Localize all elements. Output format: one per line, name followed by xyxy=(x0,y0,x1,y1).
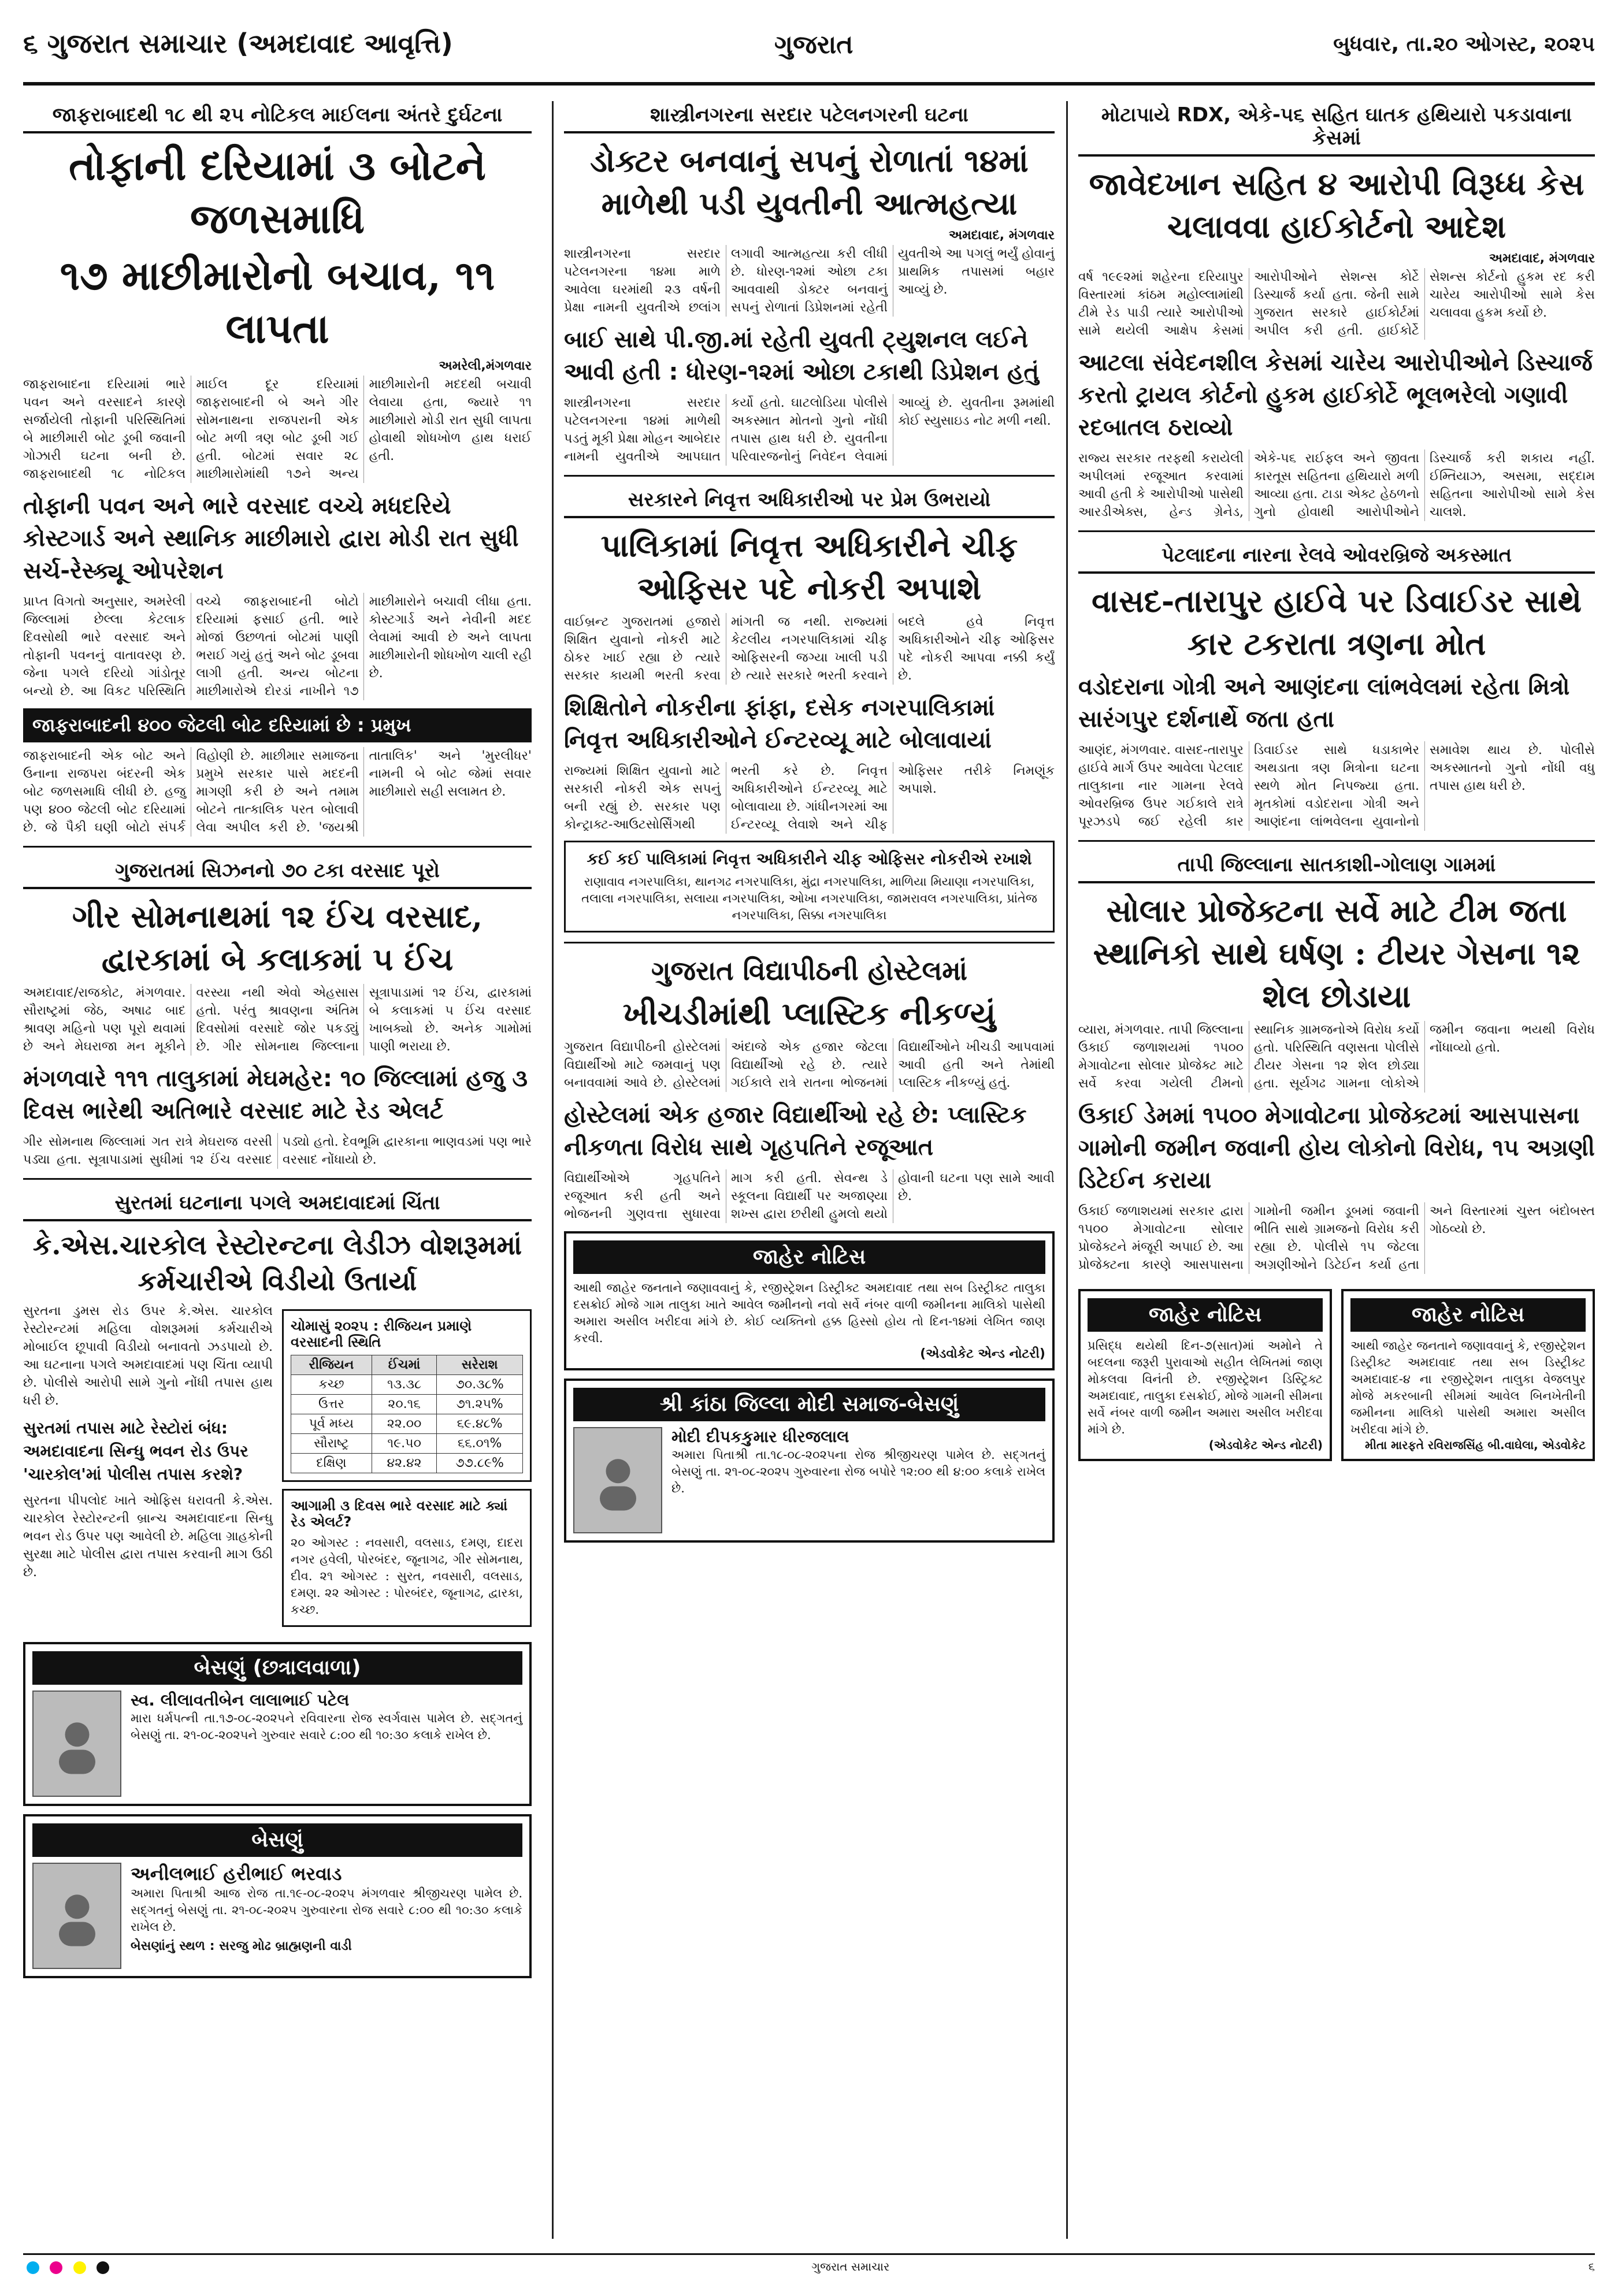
article-kicker: જાફરાબાદથી ૧૮ થી ૨૫ નોટિકલ માઈલના અંતરે દુર્ઘટના xyxy=(23,101,532,133)
obituary-text: અમારા પિતાશ્રી આજ રોજ તા.૧૯-૦૮-૨૦૨૫ મંગળવાર શ્રીજીચરણ પામેલ છે. સદ્ગતનું બેસણું તા. ૨૧-૦૮-૨૦૨૫ ગુરુવારના રોજ સવારે ૮:૦૦ થી ૧૦:૩૦ કલાકે રાખેલ છે. xyxy=(131,1886,522,1934)
article-body: સુરતના ડુમસ રોડ ઉપર કે.એસ. ચારકોલ રેસ્ટોરન્ટમાં મહિલા વોશરૂમમાં કર્મચારીએ મોબાઈલ છૂપાવી વિડીયો બનાવતો ઝડપાયો છે. આ ઘટનાના પગલે અમદાવાદમાં પણ ચિંતા વ્યાપી છે. પોલીસે આરોપી સામે ગુનો નોંધી તપાસ હાથ ધરી છે. xyxy=(23,1304,273,1408)
obituary-venue: બેસણાંનું સ્થળ : સરજુ મોઢ બ્રાહ્મણની વાડી xyxy=(131,1939,352,1953)
box-title: કઈ કઈ પાલિકામાં નિવૃત્ત અધિકારીને ચીફ ઓફિસર નોકરીએ રખાશે xyxy=(587,849,1032,868)
dateline: અમદાવાદ, મંગળવાર xyxy=(1489,251,1595,266)
table-row xyxy=(291,1395,523,1414)
divider xyxy=(1078,840,1595,842)
memorial-name: મોદી દીપકકુમાર ધીરજલાલ xyxy=(671,1427,849,1446)
obituary-text: મારા ધર્મપત્ની તા.૧૭-૦૮-૨૦૨૫ને રવિવારના રોજ સ્વર્ગવાસ પામેલ છે. સદ્ગતનું બેસણું તા. ૨૧-૦૮-૨૦૨૫ને ગુરુવાર સવારે ૮:૦૦ થી ૧૦:૩૦ કલાકે રાખેલ છે. xyxy=(131,1711,522,1742)
article-body: ગુજરાત વિદ્યાપીઠની હોસ્ટેલમાં વિદ્યાર્થીઓ માટે જમવાનું પણ બનાવવામાં આવે છે. હોસ્ટેલમાં અંદાજે એક હજાર જેટલા વિદ્યાર્થીઓ રહે છે. ત્યારે ગઈકાલે રાત્રે રાતના ભોજનમાં વિદ્યાર્થીઓને ખીચડી આપવામાં આવી હતી અને તેમાંથી પ્લાસ્ટિક નીકળ્યું હતું. xyxy=(564,1040,1055,1090)
article-body: જાફરાબાદની એક બોટ અને ઉનાના રાજપરા બંદરની એક બોટ જળસમાધિ લીધી છે. હજુ પણ ૪૦૦ જેટલી બોટ દરિયામાં છે. જે પૈકી ઘણી બોટો સંપર્ક વિહોણી છે. માછીમાર સમાજના પ્રમુખે સરકાર પાસે મદદની માગણી કરી છે અને તમામ બોટને તાત્કાલિક પરત બોલાવી લેવા અપીલ કરી છે. 'જયશ્રી તાતાલિક' અને 'મુરલીધર' નામની બે બોટ જેમાં સવાર માછીમારો સહી સલામત છે. xyxy=(23,749,532,835)
article-kicker: સરકારને નિવૃત્ત અધિકારીઓ પર પ્રેમ ઉભરાયો xyxy=(564,486,1055,518)
headline-restaurant: કે.એસ.ચારકોલ રેસ્ટોરન્ટના લેડીઝ વોશરૂમમાં કર્મચારીએ વિડીયો ઉતાર્યા xyxy=(32,1229,522,1296)
article-body: શાસ્ત્રીનગરના સરદાર પટેલનગરના ૧૪મા માળે આવેલા ઘરમાંથી ૨૩ વર્ષની પ્રેક્ષા નામની યુવતીએ છલાંગ લગાવી આત્મહત્યા કરી લીધી છે. ધોરણ-૧૨માં ઓછા ટકા આવવાથી ડોક્ટર બનવાનું સપનું રોળાતાં ડિપ્રેશનમાં રહેતી યુવતીએ આ પગલું ભર્યું હોવાનું પ્રાથમિક તપાસમાં બહાર આવ્યું છે. xyxy=(564,247,1055,315)
article-kicker: શાસ્ત્રીનગરના સરદાર પટેલનગરની ઘટના xyxy=(564,101,1055,133)
article-body: વ્યારા, મંગળવાર. તાપી જિલ્લાના ઉકાઈ જળાશયમાં ૧૫૦૦ મેગાવોટના સોલાર પ્રોજેક્ટ માટે સર્વે કરવા ગયેલી ટીમનો સ્થાનિક ગ્રામજનોએ વિરોધ કર્યો હતો. પરિસ્થિતિ વણસતા પોલીસે ટીયર ગેસના ૧૨ શેલ છોડ્યા હતા. સૂર્યગઢ ગામના લોકોએ જમીન જવાના ભયથી વિરોધ નોંધાવ્યો હતો. xyxy=(1078,1023,1595,1091)
headline-fishermen-rescue: ૧૭ માછીમારોનો બચાવ, ૧૧ લાપતા xyxy=(60,251,495,352)
table-cell: ૭૦.૩૮% xyxy=(437,1375,523,1395)
table-cell: ૭૭.૮૯% xyxy=(437,1454,523,1473)
obituary-title: બેસણું xyxy=(32,1823,522,1857)
table-cell: ૨૦.૧૬ xyxy=(372,1395,437,1414)
table-cell: કચ્છ xyxy=(291,1375,372,1395)
divider xyxy=(1078,530,1595,532)
cyan-mark-icon xyxy=(27,2261,39,2274)
memorial-text: અમારા પિતાશ્રી તા.૧૮-૦૮-૨૦૨૫ના રોજ શ્રીજીચરણ પામેલ છે. સદ્ગતનું બેસણું તા. ૨૧-૦૮-૨૦૨૫ ગુરુવારના રોજ બપોરે ૧૨:૦૦ થી ૪:૦૦ કલાકે રાખેલ છે. xyxy=(671,1448,1045,1495)
article-body: વાઈબ્રન્ટ ગુજરાતમાં હજારો શિક્ષિત યુવાનો નોકરી માટે ઠોકર ખાઈ રહ્યા છે ત્યારે સરકાર કાયમી ભરતી કરવા માંગતી જ નથી. રાજ્યમાં કેટલીય નગરપાલિકામાં ચીફ ઓફિસરની જગ્યા ખાલી પડી છે ત્યારે સરકારે ભરતી કરવાને બદલે હવે નિવૃત્ત અધિકારીઓને ચીફ ઓફિસર પદે નોકરી આપવા નક્કી કર્યું છે. xyxy=(564,615,1055,683)
notice-title: જાહેર નોટિસ xyxy=(1350,1298,1586,1332)
table-cell: ૬૯.૪૮% xyxy=(437,1414,523,1434)
magenta-mark-icon xyxy=(50,2261,62,2274)
obituary-name: અનીલભાઈ હરીભાઈ ભરવાડ xyxy=(131,1863,342,1885)
notice-title: જાહેર નોટિસ xyxy=(573,1240,1045,1274)
subheadline: તોફાની પવન અને ભારે વરસાદ વચ્ચે મધદરિયે કોસ્ટગાર્ડ અને સ્થાનિક માછીમારો દ્વારા મોડી રાત સુધી સર્ચ-રેસ્ક્યૂ ઓપરેશન xyxy=(23,493,519,584)
article-body: સુરતના પીપલોદ ખાતે ઓફિસ ધરાવતી કે.એસ. ચારકોલ રેસ્ટોરન્ટની બ્રાન્ચ અમદાવાદના સિન્ધુ ભવન રોડ ઉપર પણ આવેલી છે. મહિલા ગ્રાહકોની સુરક્ષા માટે પોલીસ દ્વારા તપાસ કરવાની માગ ઉઠી છે. xyxy=(23,1493,273,1580)
black-mark-icon xyxy=(97,2261,109,2274)
table-cell: ૭૧.૨૫% xyxy=(437,1395,523,1414)
article-body: પ્રાપ્ત વિગતો અનુસાર, અમરેલી જિલ્લામાં છેલ્લા કેટલાક દિવસોથી ભારે વરસાદ અને તોફાની પવનનું વાતાવરણ છે. જેના પગલે દરિયો ગાંડોતૂર બન્યો છે. આ વિકટ પરિસ્થિતિ વચ્ચે જાફરાબાદની બોટો દરિયામાં ફસાઈ હતી. ભારે મોજાં ઉછળતાં બોટમાં પાણી ભરાઈ ગયું હતું અને બોટ ડૂબવા લાગી હતી. અન્ય બોટના માછીમારોએ દોરડાં નાખીને ૧૭ માછીમારોને બચાવી લીધા હતા. કોસ્ટગાર્ડ અને નેવીની મદદ લેવામાં આવી છે અને લાપતા માછીમારોની શોધખોળ ચાલી રહી છે. xyxy=(23,595,532,699)
column-middle xyxy=(552,101,1055,2239)
person-icon xyxy=(47,1879,107,1952)
divider xyxy=(23,1178,532,1180)
section-band: જાફરાબાદની ૪૦૦ જેટલી બોટ દરિયામાં છે : પ્રમુખ xyxy=(23,708,532,742)
yellow-mark-icon xyxy=(73,2261,86,2274)
article-body: અમદાવાદ/રાજકોટ, મંગળવાર. સૌરાષ્ટ્રમાં જેઠ, અષાઢ બાદ શ્રાવણ મહિનો પણ પૂરો થવામાં છે અને મેઘરાજા મન મૂકીને વરસ્યા નથી એવો એહસાસ હતો. પરંતુ શ્રાવણના અંતિમ દિવસોમાં વરસાદે જોર પકડ્યું છે. ગીર સોમનાથ જિલ્લાના સૂત્રાપાડામાં ૧૨ ઈંચ, દ્વારકામાં બે કલાકમાં ૫ ઈંચ વરસાદ ખાબક્યો છે. અનેક ગામોમાં પાણી ભરાયા છે. xyxy=(23,986,532,1054)
article-body: ગીર સોમનાથ જિલ્લામાં ગત રાત્રે મેઘરાજ વરસી પડ્યા હતા. સૂત્રાપાડામાં સુધીમાં ૧૨ ઈંચ વરસાદ પડ્યો હતો. દેવભૂમિ દ્વારકાના ભાણવડમાં પણ ભારે વરસાદ નોંધાયો છે. xyxy=(23,1135,532,1167)
table-cell: ૧૯.૫૦ xyxy=(372,1434,437,1454)
rain-table xyxy=(291,1355,523,1473)
notice-text: આથી જાહેર જનતાને જણાવવાનું કે, રજીસ્ટ્રેશન ડિસ્ટ્રીક્ટ અમદાવાદ તથા સબ ડિસ્ટ્રીક્ટ અમદાવાદ-૪ ના રજીસ્ટ્રેશન તાલુકા વેજલપુર મોજે મકરબાની સીમમાં આવેલ બિનખેતીની જમીનના માલિકો પાસેથી અમારા અસીલ ખરીદવા માંગે છે. xyxy=(1350,1339,1586,1436)
rain-stats-box xyxy=(282,1309,532,1482)
subheadline: મંગળવારે ૧૧૧ તાલુકામાં મેઘમહેર: ૧૦ જિલ્લામાં હજુ ૩ દિવસ ભારેથી અતિભારે વરસાદ માટે રેડ એલર્ટ xyxy=(23,1065,528,1124)
obituary-name: સ્વ. લીલાવતીબેન લાલાભાઈ પટેલ xyxy=(131,1691,350,1710)
section-title: ગુજરાત xyxy=(774,30,853,60)
alert-title: આગામી ૩ દિવસ ભારે વરસાદ માટે ક્યાં રેડ એલર્ટ? xyxy=(291,1498,508,1530)
subheadline: ઉકાઈ ડેમમાં ૧૫૦૦ મેગાવોટના પ્રોજેક્ટમાં આસપાસના ગામોની જમીન જવાની હોય લોકોનો વિરોધ, ૧૫ અગ્રણી ડિટેઈન કરાયા xyxy=(1078,1102,1595,1194)
rain-box-title: ચોમાસું ૨૦૨૫ : રીજિયન પ્રમાણે વરસાદની સ્થિતિ xyxy=(291,1318,472,1350)
column-right xyxy=(1066,101,1595,2239)
article-body: રાજ્યમાં શિક્ષિત યુવાનો માટે સરકારી નોકરી એક સપનું બની રહ્યું છે. સરકાર પણ કોન્ટ્રાક્ટ-આઉટસોર્સિંગથી ભરતી કરે છે. નિવૃત્ત અધિકારીઓને ઈન્ટરવ્યૂ માટે બોલાવાયા છે. ગાંધીનગરમાં આ ઈન્ટરવ્યૂ લેવાશે અને ચીફ ઓફિસર તરીકે નિમણૂંક અપાશે. xyxy=(564,764,1055,832)
issue-date: બુધવાર, તા.૨૦ ઓગસ્ટ, ૨૦૨૫ xyxy=(1333,32,1595,56)
restaurant-section xyxy=(23,1302,532,1634)
masthead xyxy=(23,16,1595,86)
article-kicker: પેટલાદના નારના રેલવે ઓવરબ્રિજે અકસ્માત xyxy=(1078,541,1595,574)
headline-solar-clash: સોલાર પ્રોજેક્ટના સર્વે માટે ટીમ જતા સ્થાનિકો સાથે ઘર્ષણ : ટીયર ગેસના ૧૨ શેલ છોડાયા xyxy=(1093,892,1580,1015)
table-header: રીજિયન xyxy=(291,1355,372,1375)
article-body: રાજ્ય સરકાર તરફથી કરાયેલી અપીલમાં રજૂઆત કરવામાં આવી હતી કે આરોપીઓ પાસેથી આરડીએક્સ, હેન્ડ ગ્રેનેડ, એકે-૫૬ રાઈફલ અને જીવતા કારતૂસ સહિતના હથિયારો મળી આવ્યા હતા. ટાડા એક્ટ હેઠળનો ગુનો હોવાથી આરોપીઓને ડિસ્ચાર્જ કરી શકાય નહીં. ઈમ્તિયાઝ, અસમા, સદ્દામ સહિતના આરોપીઓ સામે કેસ ચાલશે. xyxy=(1078,451,1595,519)
registration-marks xyxy=(23,2260,113,2282)
municipalities-box xyxy=(564,841,1055,932)
subheadline: હોસ્ટેલમાં એક હજાર વિદ્યાર્થીઓ રહે છે: પ્લાસ્ટિક નીકળતા વિરોધ સાથે ગૃહપતિને રજૂઆત xyxy=(564,1102,1027,1161)
divider xyxy=(23,846,532,848)
table-cell: ૬૬.૦૧% xyxy=(437,1434,523,1454)
table-row xyxy=(291,1454,523,1473)
headline-accident: વાસદ-તારાપુર હાઈવે પર ડિવાઈડર સાથે કાર ટકરાતા ત્રણના મોત xyxy=(1092,582,1582,662)
table-cell: ૧૩.૩૮ xyxy=(372,1375,437,1395)
dateline: અમદાવાદ, મંગળવાર xyxy=(948,228,1055,243)
subheadline: વડોદરાના ગોત્રી અને આણંદના લાંભવેલમાં રહેતા મિત્રો સારંગપુર દર્શનાર્થે જતા હતા xyxy=(1078,674,1570,733)
portrait-photo xyxy=(32,1691,121,1797)
alert-text: ૨૦ ઓગસ્ટ : નવસારી, વલસાડ, દમણ, દાદરા નગર હવેલી, પોરબંદર, જૂનાગઢ, ગીર સોમનાથ, દીવ. ૨૧ ઓગસ્ટ : સુરત, નવસારી, વલસાડ, દમણ. ૨૨ ઓગસ્ટ : પોરબંદર, જૂનાગઢ, દ્વારકા, કચ્છ. xyxy=(291,1536,523,1617)
notice-title: જાહેર નોટિસ xyxy=(1088,1298,1323,1332)
memorial-title: શ્રી કાંઠા જિલ્લા મોદી સમાજ-બેસણું xyxy=(573,1388,1045,1421)
headline-boats-sink: તોફાની દરિયામાં ૩ બોટને જળસમાધિ xyxy=(69,142,486,243)
public-notice xyxy=(1341,1289,1595,1461)
footer-text: ગુજરાત સમાચાર xyxy=(811,2260,890,2273)
table-cell: દક્ષિણ xyxy=(291,1454,372,1473)
subheadline: આટલા સંવેદનશીલ કેસમાં ચારેય આરોપીઓને ડિસ્ચાર્જ કરતો ટ્રાયલ કોર્ટનો હુકમ હાઈકોર્ટે ભૂલભરેલો ગણાવી રદબાતલ ઠરાવ્યો xyxy=(1078,350,1593,441)
dateline: અમરેલી,મંગળવાર xyxy=(439,359,532,373)
headline-rdx-case: જાવેદખાન સહિત ૪ આરોપી વિરૂધ્ધ કેસ ચલાવવા હાઈકોર્ટનો આદેશ xyxy=(1089,165,1584,245)
person-icon xyxy=(588,1444,648,1517)
divider xyxy=(564,942,1055,943)
table-cell: પૂર્વ મધ્ય xyxy=(291,1414,372,1434)
table-row xyxy=(291,1434,523,1454)
notice-signer: (એડવોકેટ એન્ડ નોટરી) xyxy=(920,1347,1045,1361)
portrait-photo xyxy=(32,1863,121,1969)
article-kicker: સુરતમાં ઘટનાના પગલે અમદાવાદમાં ચિંતા xyxy=(23,1189,532,1221)
page-footer xyxy=(23,2253,1595,2282)
notice-text: આથી જાહેર જનતાને જણાવવાનું કે, રજીસ્ટ્રેશન ડિસ્ટ્રીક્ટ અમદાવાદ તથા સબ ડિસ્ટ્રીક્ટ તાલુકા દસક્રોઈ મોજે ગામ તાલુકા ખાતે આવેલ જમીનનો નવો સર્વે નંબર વાળી જમીનના માલિકો પાસેથી અમારા અસીલ ખરીદવા માંગે છે. કોઈ વ્યક્તિનો હક્ક હિસ્સો હોય તો દિન-૧૪માં લેખિત જાણ કરવી. xyxy=(573,1281,1045,1345)
table-cell: ૪૨.૪૨ xyxy=(372,1454,437,1473)
subheadline: સુરતમાં તપાસ માટે રેસ્ટોરાં બંધ: અમદાવાદના સિન્ધુ ભવન રોડ ઉપર 'ચારકોલ'માં પોલીસ તપાસ કરશે? xyxy=(23,1418,248,1484)
article-body: ઉકાઈ જળાશયમાં સરકાર દ્વારા ૧૫૦૦ મેગાવોટના સોલાર પ્રોજેક્ટને મંજૂરી અપાઈ છે. આ પ્રોજેક્ટના કારણે આસપાસના ગામોની જમીન ડૂબમાં જવાની ભીતિ સાથે ગ્રામજનો વિરોધ કરી રહ્યા છે. પોલીસે ૧૫ જેટલા અગ્રણીઓને ડિટેઈન કર્યા હતા અને વિસ્તારમાં ચુસ્ત બંદોબસ્ત ગોઠવ્યો છે. xyxy=(1078,1204,1595,1272)
article-kicker: મોટાપાયે RDX, એકે-૫૬ સહિત ઘાતક હથિયારો પકડાવાના કેસમાં xyxy=(1078,101,1595,157)
page-number: ૬ xyxy=(1588,2260,1595,2273)
portrait-photo xyxy=(573,1427,662,1533)
notice-signer: મીતા મારફતે રવિરાજસિંહ બી.વાઘેલા, એડવોકેટ xyxy=(1365,1438,1586,1452)
article-body: વર્ષ ૧૯૯૨માં શહેરના દરિયાપુર વિસ્તારમાં કાંઠમ મહોલ્લામાંથી ટીમે રેડ પાડી ત્યારે આરોપીઓ સામે થયેલી આક્ષેપ કેસમાં આરોપીઓને સેશન્સ કોર્ટે ડિસ્ચાર્જ કર્યા હતા. જેની સામે ગુજરાત સરકારે હાઈકોર્ટમાં અપીલ કરી હતી. હાઈકોર્ટે સેશન્સ કોર્ટનો હુકમ રદ કરી ચારેય આરોપીઓ સામે કેસ ચલાવવા હુકમ કર્યો છે. xyxy=(1078,270,1595,338)
column-left xyxy=(23,101,532,2239)
article-body: વિદ્યાર્થીઓએ ગૃહપતિને રજૂઆત કરી હતી અને ભોજનની ગુણવત્તા સુધારવા માગ કરી હતી. સેવન્થ ડે સ્કૂલના વિદ્યાર્થી પર અજાણ્યા શખ્સ દ્વારા છરીથી હુમલો થયો હોવાની ઘટના પણ સામે આવી છે. xyxy=(564,1171,1055,1221)
headline-plastic: ખીચડીમાંથી પ્લાસ્ટિક નીકળ્યું xyxy=(622,995,996,1032)
table-row xyxy=(291,1375,523,1395)
memorial-ad xyxy=(564,1379,1055,1543)
subheadline: શિક્ષિતોને નોકરીના ફાંફા, દસેક નગરપાલિકામાં નિવૃત્ત અધિકારીઓને ઈન્ટરવ્યૂ માટે બોલાવાયાં xyxy=(564,694,995,753)
table-cell: ઉત્તર xyxy=(291,1395,372,1414)
article-kicker: ગુજરાતમાં સિઝનનો ૭૦ ટકા વરસાદ પૂરો xyxy=(23,857,532,889)
notice-text: પ્રસિદ્ધ થયેથી દિન-૭(સાત)માં અમોને તે બદલના જરૂરી પુરાવાઓ સહીત લેખિતમાં જાણ મોકલવા વિનંતી છે. રજીસ્ટ્રેશન ડિસ્ટ્રિક્ટ અમદાવાદ, તાલુકા દસક્રોઈ, મોજે ગામની સીમના સર્વે નંબર વાળી જમીન અમારા અસીલ ખરીદવા માંગે છે. xyxy=(1088,1339,1323,1436)
table-header: સરેરાશ xyxy=(437,1355,523,1375)
table-row xyxy=(291,1414,523,1434)
obituary-ad xyxy=(23,1642,532,1806)
article-body: આણંદ, મંગળવાર. વાસદ-તારાપુર હાઈવે માર્ગ ઉપર આવેલા પેટલાદ તાલુકાના નાર ગામના રેલવે ઓવરબ્રિજ ઉપર ગઈકાલે રાત્રે પૂરઝડપે જઈ રહેલી કાર ડિવાઈડર સાથે ધડાકાભેર અથડાતા ત્રણ મિત્રોના ઘટના સ્થળે મોત નિપજ્યા હતા. મૃતકોમાં વડોદરાના ગોત્રી અને આણંદના લાંભવેલના યુવાનોનો સમાવેશ થાય છે. પોલીસે અકસ્માતનો ગુનો નોંધી વધુ તપાસ હાથ ધરી છે. xyxy=(1078,743,1595,829)
subheadline: બાઈ સાથે પી.જી.માં રહેતી યુવતી ટ્યુશનલ લઈને આવી હતી : ધોરણ-૧૨માં ઓછા ટકાથી ડિપ્રેશન હતું xyxy=(564,326,1039,385)
table-cell: સૌરાષ્ટ્ર xyxy=(291,1434,372,1454)
article-body: શાસ્ત્રીનગરના સરદાર પટેલનગરના ૧૪માં માળેથી પડતું મૂકી પ્રેક્ષા મોહન આબેદાર નામની યુવતીએ આપઘાત કર્યો હતો. ઘાટલોડિયા પોલીસે અકસ્માત મોતનો ગુનો નોંધી તપાસ હાથ ધરી છે. યુવતીના પરિવારજનોનું નિવેદન લેવામાં આવ્યું છે. યુવતીના રૂમમાંથી કોઈ સ્યુસાઇડ નોટ મળી નથી. xyxy=(564,396,1055,464)
box-text: રાણાવાવ નગરપાલિકા, થાનગઢ નગરપાલિકા, મુંદ્રા નગરપાલિકા, માળિયા મિયાણા નગરપાલિકા, તલાલા નગરપાલિકા, સલાયા નગરપાલિકા, ઓખા નગરપાલિકા, જામરાવલ નગરપાલિકા, પ્રાંતેજ નગરપાલિકા, સિક્કા નગરપાલિકા xyxy=(581,875,1037,922)
table-cell: ૨૨.૦૦ xyxy=(372,1414,437,1434)
headline-suicide: ડોક્ટર બનવાનું સપનું રોળાતાં ૧૪માં માળેથી પડી યુવતીની આત્મહત્યા xyxy=(590,142,1029,222)
public-notice xyxy=(564,1231,1055,1370)
obituary-title: બેસણું (છત્રાલવાળા) xyxy=(32,1651,522,1685)
red-alert-box xyxy=(282,1489,532,1627)
divider xyxy=(564,475,1055,477)
article-kicker: તાપી જિલ્લાના સાતકાશી-ગોલાણ ગામમાં xyxy=(1078,851,1595,883)
table-header: ઈંચમાં xyxy=(372,1355,437,1375)
article-body: જાફરાબાદના દરિયામાં ભારે પવન અને વરસાદને કારણે સર્જાયેલી તોફાની પરિસ્થિતિમાં બે માછીમારી બોટ ડૂબી જવાની ગોઝારી ઘટના બની છે. જાફરાબાદથી ૧૮ નોટિકલ માઈલ દૂર દરિયામાં જાફરાબાદની બે અને ગીર સોમનાથના રાજપરાની એક બોટ મળી ત્રણ બોટ ડૂબી ગઈ હતી. બોટમાં સવાર ૨૮ માછીમારોમાંથી ૧૭ને અન્ય માછીમારોની મદદથી બચાવી લેવાયા હતા, જ્યારે ૧૧ માછીમારો મોડી રાત સુધી લાપતા હોવાથી શોધખોળ હાથ ધરાઈ હતી. xyxy=(23,377,532,481)
notice-signer: (એડવોકેટ એન્ડ નોટરી) xyxy=(1208,1438,1323,1452)
headline-chief-officer: પાલિકામાં નિવૃત્ત અધિકારીને ચીફ ઓફિસર પદે નોકરી અપાશે xyxy=(600,527,1018,607)
headline-vidyapith: ગુજરાત વિદ્યાપીઠની હોસ્ટેલમાં xyxy=(651,955,968,986)
masthead-left: ૬ ગુજરાત સમાચાર (અમદાવાદ આવૃત્તિ) xyxy=(23,28,453,59)
person-icon xyxy=(47,1707,107,1780)
obituary-ad xyxy=(23,1814,532,1978)
public-notice xyxy=(1078,1289,1332,1461)
headline-rain: ગીર સોમનાથમાં ૧૨ ઈંચ વરસાદ, દ્વારકામાં બે કલાકમાં ૫ ઈંચ xyxy=(72,898,483,978)
